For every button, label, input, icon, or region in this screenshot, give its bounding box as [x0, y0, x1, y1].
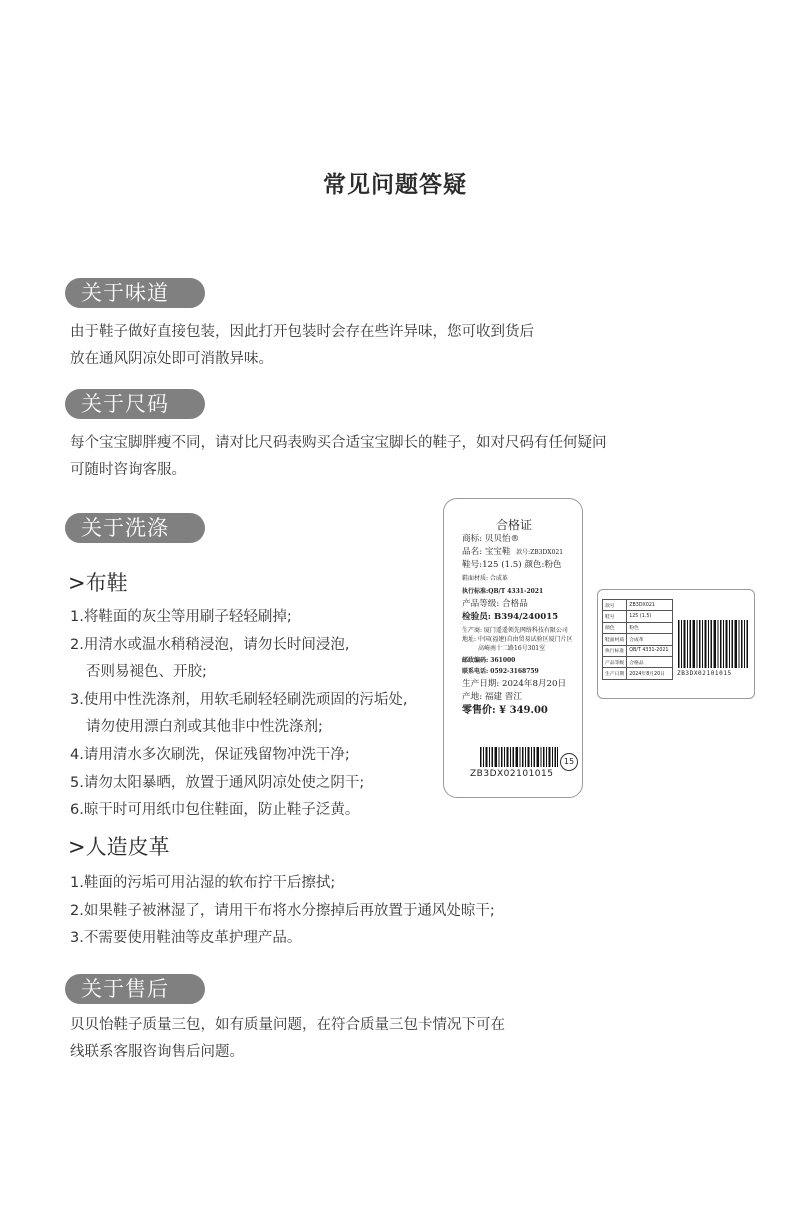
tag-origin: 产地: 福建 晋江 — [462, 692, 522, 702]
cloth-shoe-steps — [70, 604, 407, 825]
size-line: 每个宝宝脚胖瘦不同，请对比尺码表购买合适宝宝脚长的鞋子，如对尺码有任何疑问 — [70, 435, 607, 451]
certificate-tag — [443, 498, 583, 798]
list-item: 6.晾干时可用纸巾包住鞋面，防止鞋子泛黄。 — [70, 802, 360, 819]
tag-color: 颜色:粉色 — [524, 560, 562, 570]
tag-size-row — [462, 559, 582, 572]
tag-price: 零售价: ¥ 349.00 — [462, 705, 548, 716]
tag-product: 品名: 宝宝鞋 — [462, 547, 511, 557]
list-item: 5.请勿太阳暴晒，放置于通风阴凉处使之阴干; — [70, 774, 365, 791]
after-sales-line: 贝贝怡鞋子质量三包，如有质量问题，在符合质量三包卡情况下可在 — [70, 1017, 505, 1033]
tag-title: 合格证 — [495, 518, 532, 532]
section-heading-washing: 关于洗涤 — [65, 513, 205, 543]
tag-address-2: 高崎南十二路16号301室 — [478, 645, 546, 652]
spec-key: 执行标准 — [603, 645, 627, 656]
tag-manufacturer: 生产商: 厦门遥遥领先网络科技有限公司 — [462, 627, 568, 634]
section-heading-size: 关于尺码 — [65, 389, 205, 419]
smell-line: 由于鞋子做好直接包装，因此打开包装时会存在些许异味，您可收到货后 — [70, 324, 534, 340]
section-heading-after-sales: 关于售后 — [65, 974, 205, 1004]
list-item: 否则易褪色、开胶; — [86, 664, 207, 681]
spec-value: ZB3DX021 — [627, 600, 673, 611]
tag-details — [462, 533, 582, 717]
list-item: 1.将鞋面的灰尘等用刷子轻轻刷掉; — [70, 609, 292, 625]
table-row — [603, 668, 673, 679]
spec-value: 粉色 — [627, 622, 673, 633]
after-sales-line: 线联系客服咨询售后问题。 — [70, 1044, 244, 1060]
tag-model: 款号:ZB3DX021 — [516, 549, 564, 556]
section-heading-smell: 关于味道 — [65, 278, 205, 308]
size-badge: 15 — [560, 753, 578, 771]
list-item: 4.请用清水多次刷洗，保证残留物冲洗干净; — [70, 746, 350, 763]
after-sales-paragraph — [70, 1012, 505, 1066]
spec-value: 合格品 — [627, 656, 673, 667]
tag-brand: 商标: 贝贝怡® — [462, 534, 520, 544]
tag-production-date: 生产日期: 2024年8月20日 — [462, 679, 567, 689]
tag-material: 鞋面材质: 合成革 — [462, 575, 508, 582]
leather-steps — [70, 870, 495, 953]
spec-key: 产品等级 — [603, 656, 627, 667]
list-item: 2.用清水或温水稍稍浸泡，请勿长时间浸泡, — [70, 636, 350, 653]
table-row — [603, 611, 673, 622]
label-barcode-graphic — [678, 620, 748, 668]
tag-postcode: 邮政编码: 361000 — [462, 657, 516, 664]
label-barcode-number: ZB3DX02101015 — [677, 670, 732, 677]
table-row — [603, 645, 673, 656]
list-item: 2.如果鞋子被淋湿了，请用干布将水分擦掉后再放置于通风处晾干; — [70, 902, 495, 919]
spec-value: 2024年8月20日 — [627, 668, 673, 679]
spec-key: 鞋面材质 — [603, 634, 627, 645]
table-row — [603, 656, 673, 667]
spec-table — [602, 599, 673, 680]
tag-barcode-number: ZB3DX02101015 — [470, 769, 554, 779]
list-item: 3.不需要使用鞋油等皮革护理产品。 — [70, 930, 302, 947]
smell-paragraph — [70, 319, 534, 373]
size-line: 可随时咨询客服。 — [70, 462, 186, 478]
list-item: 请勿使用漂白剂或其他非中性洗涤剂; — [86, 719, 323, 736]
spec-value: QB/T 4331-2021 — [627, 645, 673, 656]
tag-barcode-graphic — [480, 747, 558, 767]
table-row — [603, 600, 673, 611]
spec-key: 颜色 — [603, 622, 627, 633]
spec-key: 生产日期 — [603, 668, 627, 679]
spec-value: 合成革 — [627, 634, 673, 645]
list-item: 1.鞋面的污垢可用沾湿的软布拧干后擦拭; — [70, 875, 336, 891]
table-row — [603, 634, 673, 645]
spec-value: 125 (1.5) — [627, 611, 673, 622]
table-row — [603, 622, 673, 633]
tag-phone: 联系电话: 0592-3168759 — [462, 668, 539, 675]
spec-label — [597, 589, 755, 699]
size-paragraph — [70, 430, 607, 484]
subheading-cloth-shoes: >布鞋 — [68, 571, 128, 595]
tag-address-1: 地址: 中国(福建)自由贸易试验区厦门片区 — [462, 636, 573, 643]
tag-size: 鞋号:125 (1.5) — [462, 560, 522, 570]
spec-key: 款号 — [603, 600, 627, 611]
page-title: 常见问题答疑 — [323, 172, 467, 198]
tag-inspector: 检验员: B394/240015 — [462, 612, 559, 622]
smell-line: 放在通风阴凉处即可消散异味。 — [70, 351, 273, 367]
tag-grade: 产品等级: 合格品 — [462, 599, 528, 609]
spec-key: 鞋号 — [603, 611, 627, 622]
tag-product-row — [462, 546, 582, 559]
subheading-artificial-leather: >人造皮革 — [68, 835, 170, 859]
list-item: 3.使用中性洗涤剂，用软毛刷轻轻刷洗顽固的污垢处, — [70, 691, 408, 708]
tag-standard: 执行标准:QB/T 4331-2021 — [462, 588, 544, 595]
